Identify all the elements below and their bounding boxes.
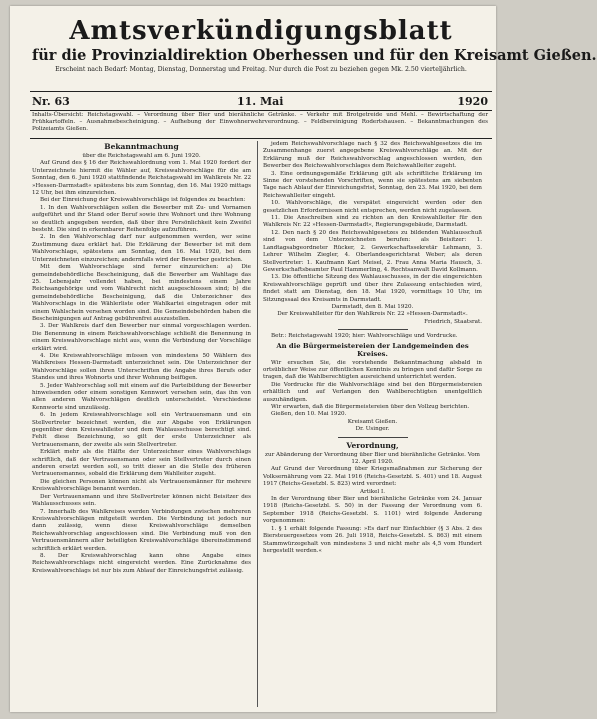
section-subheading: zur Abänderung der Verordnung über Bier und bierähnliche Getränke. Vom 12. April 1920. [265,451,480,466]
section-heading: Verordnung, [346,440,399,450]
paragraph: Mit dem Wahlvorschlage sind ferner einzureichen: a) Die gemeindebehördliche Bescheinigung, daß die Bewerber am Wahltage das 25. Lebensjahr vollendet haben, bei mindestens einem Jahre Reichsangehörige und vom Wahlrecht nicht ausgeschlossen sind; b) die gemeindebehördliche Bescheinigung, daß die Unterzeichner des Wahlvorschlags in die Wählerliste oder Wahlkartei eingetragen oder mit einem Wahlschein versehen worden sind. Die Gemeindebehörden haben die Bescheinigungen auf Antrag gebührenfrei auszustellen. [32,264,251,322]
issue-bar [32,94,488,110]
paragraph: Die gleichen Personen können nicht als Vertrauensmänner für mehrere Kreiswahlvorschläge benannt werden. [32,478,251,493]
paragraph: 8. Der Kreiswahlvorschlag kann ohne Angabe eines Reichswahlvorschlags nicht eingereicht werden. Eine Zurücknahme des Kreiswahlvorschlags ist nur bis zum Ablauf der Einreichungsfrist zulässig. [32,552,251,574]
paragraph: 3. Eine ordnungsgemäße Erklärung gilt als schriftliche Erklärung im Sinne der vorstehenden Vorschriften, wenn sie spätestens am siebenten Tage nach Ablauf der Einreichungsfrist, Sonntag, den 23. Mai 1920, bei dem Reichswahlleiter eingeht. [263,170,482,199]
paragraph: Der Vertrauensmann und ihre Stellvertreter können nicht Beisitzer des Wahlausschusses sein. [32,493,251,508]
paragraph: Auf Grund der Verordnung über Kriegsmaßnahmen zur Sicherung der Volksernährung vom 22. Mai 1916 (Reichs-Gesetzbl. S. 401) und 18. August 1917 (Reichs-Gesetzbl. S. 823) wird verordnet: [263,466,482,488]
paragraph: Wir ersuchen Sie, die vorstehende Bekanntmachung alsbald in ortsüblicher Weise zur öffentlichen Kenntnis zu bringen und dafür Sorge zu tragen, daß die Wahlberechtigten ausreichend unterrichtet werden. [263,359,482,381]
paragraph: 13. Die öffentliche Sitzung des Wahlausschusses, in der die eingereichten Kreiswahlvorschläge geprüft und über ihre Zulassung entschieden wird, findet statt am Dienstag, den 18. Mai 1920, vormittags 10 Uhr, im Sitzungssaal des Kreisamts in Darmstadt. [263,274,482,303]
masthead [32,16,597,74]
paragraph: 11. Die Anschreiben sind zu richten an den Kreiswahlleiter für den Wahlkreis Nr. 22 »Hessen-Darmstadt«, Regierungsgebäude, Darmstadt. [263,215,482,229]
signature-office: Kreisamt Gießen. [347,418,398,425]
paragraph: Wir erwarten, daß die Bürgermeistereien über den Vollzug berichten. [271,404,470,410]
paragraph: 5. Jeder Wahlvorschlag soll mit einem auf die Parteibildung der Bewerber hinweisenden oder einem sonstigen Kennwort versehen sein, das ihn von allen anderen Wahlvorschlägen deutlich unterscheidet. Verschiedene Kennworte sind unzulässig. [32,382,251,411]
newspaper-subtitle: für die Provinzialdirektion Oberhessen und für den Kreisamt Gießen. [32,47,597,64]
rule-issue [30,110,492,111]
rule-top [30,91,492,92]
newspaper-title: Amtsverkündigungsblatt [69,16,453,46]
paragraph: 7. Innerhalb des Wahlkreises werden Verbindungen zwischen mehreren Kreiswahlvorschlägen mitgeteilt werden. Die Verbindung ist jedoch nur dann zulässig, wenn diese Kreiswahlvorschläge demselben Reichswahlvorschlag angeschlossen sind. Die Verbindung muß von den Vertrauensmännern aller beteiligten Kreiswahlvorschläge übereinstimmend schriftlich erklärt werden. [32,508,251,552]
paragraph: Die Vordrucke für die Wahlvorschläge sind bei den Bürgermeistereien erhältlich und auf Verlangen den Wahlberechtigten unentgeltlich auszuhändigen. [263,381,482,403]
paragraph: 6. In jedem Kreiswahlvorschlage soll ein Vertrauensmann und ein Stellvertreter bezeichnet werden, die zur Abgabe von Erklärungen gegenüber dem Kreiswahlleiter und dem Wahlausschusse berechtigt sind. Fehlt diese Bezeichnung, so gilt der erste Unterzeichner als Vertrauensmann, der zweite als sein Stellvertreter. [32,412,251,448]
paragraph: jedem Reichswahlvorschlage nach § 32 des Reichswahlgesetzes die im Zusammenhange zuerst angegebene Kreiswahlvorschläge an. Mit der Erklärung muß der Reichswahlvorschlag angeschlossen werden, den Bewerber des Reichswahlvorschlages dem Reichswahlleiter zugeht. [263,141,482,170]
right-column [263,141,482,709]
left-column [32,141,251,709]
divider [338,329,408,330]
signature-name: Friedrich, Staatsrat. [424,318,482,325]
section-heading: An die Bürgermeistereien der Landgemeinden des Kreises. [276,341,469,359]
paragraph: 2. In den Wahlvorschlag darf nur aufgenommen werden, wer seine Zustimmung dazu erklärt hat. Die Erklärung der Bewerber ist mit dem Wahlvorschlage, spätestens am Sonntag, den 16. Mai 1920, bei dem Unterzeichneten einzureichen; andernfalls wird der Bewerber gestrichen. [32,234,251,263]
paragraph: Bei der Einreichung der Kreiswahlvorschläge ist folgendes zu beachten: [40,197,246,204]
issue-date: 11. Mai [237,95,284,108]
divider [338,437,408,438]
rule-contents [30,138,492,139]
paragraph: Auf Grund des § 16 der Reichswahlordnung vom 1. Mai 1920 fordert der Unterzeichnete hiermit die Wähler auf, Kreiswahlvorschläge für die am Sonntag, den 6. Juni 1920 stattfindende Reichstagswahl im Wahlkreis Nr. 22 »Hessen-Darmstadt« spätestens bis zum Sonntag, den 16. Mai 1920 mittags 12 Uhr, bei ihm einzureichen. [32,160,251,197]
column-separator [257,141,258,707]
paragraph: 10. Wahlvorschläge, die verspätet eingereicht werden oder den gesetzlichen Erfordernissen nicht entsprechen, werden nicht zugelassen. [263,200,482,214]
paragraph: Erklärt mehr als die Hälfte der Unterzeichner eines Wahlvorschlags schriftlich, daß der Vertrauensmann oder sein Stellvertreter durch einen anderen ersetzt werden soll, so tritt dieser an die Stelle des früheren Vertrauensmannes, sobald die Erklärung dem Wahlleiter zugeht. [32,449,251,478]
edition-note: Erscheint nach Bedarf: Montag, Dienstag, Donnerstag und Freitag. Nur durch die Post zu beziehen gegen Mk. 2.50 vierteljährlich. [55,66,467,73]
paragraph: 1. § 1 erhält folgende Fassung: »Es darf nur Einfachbier (§ 3 Abs. 2 des Biersteuergesetzes vom 26. Juli 1918, Reichs-Gesetzbl. S. 863) mit einem Stammwürzegehalt von mindestens 3 und nicht mehr als 4,5 vom Hundert hergestellt werden.« [263,525,482,554]
contents-summary: Inhalts-Übersicht: Reichstagswahl. – Verordnung über Bier und bierähnliche Getränke. – Verkehr mit Brotgetreide und Mehl. – Bewirtschaftung der Frühkartoffeln. – Ausnahmebescheinigung. – Aufhebung der Einwohnerwehrverordnung. – Feldbereinigung Rodertshausen. – Bekanntmachungen des Polizeiamts Gießen. [32,112,488,132]
newspaper-page [10,6,597,712]
paragraph: 4. Die Kreiswahlvorschläge müssen von mindestens 50 Wählern des Wahlkreises Hessen-Darmstadt unterzeichnet sein. Die Unterzeichner der Wahlvorschläge sollen ihren Unterschriften die Angabe ihres Berufs oder Standes und ihres Wohnorts und ihrer Wohnung beifügen. [32,352,251,382]
paragraph: 12. Den nach § 20 des Reichswahlgesetzes zu bildenden Wahlausschuß sind von dem Unterzeichneten berufen: als Beisitzer: 1. Landtagsabgeordneter Rücker, 2. Gewerkschaftssekretär Lehmann, 3. Lehrer Wilhelm Ziegler, 4. Oberlandesgerichtsrat Weber; als deren Stellvertreter: 1. Kaufmann Karl Meisel, 2. Frau Anna Maria Hausch, 3. Gewerkschaftsbeamter Paul Hammerling, 4. Rechtsanwalt David Kollmann. [263,229,482,273]
paragraph: 1. In den Wahlvorschlägen sollen die Bewerber mit Zu- und Vornamen aufgeführt und ihr Stand oder Beruf sowie ihre Wohnort und ihre Wohnung so deutlich angegeben werden, daß über ihre Persönlichkeit kein Zweifel besteht. Die sind in erkennbarer Reihenfolge aufzuführen. [32,204,251,234]
article-label: Artikel I. [359,488,385,495]
paragraph: In der Verordnung über Bier und bierähnliche Getränke vom 24. Januar 1918 (Reichs-Gesetzbl. S. 50) in der Fassung der Verordnung vom 6. September 1918 (Reichs-Gesetzbl. S. 1101) wird folgende Änderung vorgenommen: [263,496,482,525]
signature-office: Der Kreiswahlleiter für den Wahlkreis Nr. 22 »Hessen-Darmstadt«. [277,311,468,318]
article-subheading: über die Reichstagswahl am 6. Juni 1920. [82,153,201,159]
issue-year: 1920 [457,95,488,108]
signature-name: Dr. Usinger. [355,426,390,433]
issue-number: Nr. 63 [32,95,70,108]
dateline: Gießen, den 10. Mai 1920. [271,411,347,418]
reference-note: Betr.: Reichstagswahl 1920; hier: Wahlvorschläge und Vordrucke. [271,333,458,340]
article-heading: Bekanntmachung [104,142,179,151]
dateline: Darmstadt, den 8. Mai 1920. [331,303,414,310]
paragraph: 3. Der Wahlkreis darf den Bewerber nur einmal vorgeschlagen werden. Die Benennung in einem Reichswahlvorschlage schließt die Benennung in einem Kreiswahlvorschlage nicht aus, wenn die Verbindung der Vorschläge erklärt wird. [32,323,251,352]
